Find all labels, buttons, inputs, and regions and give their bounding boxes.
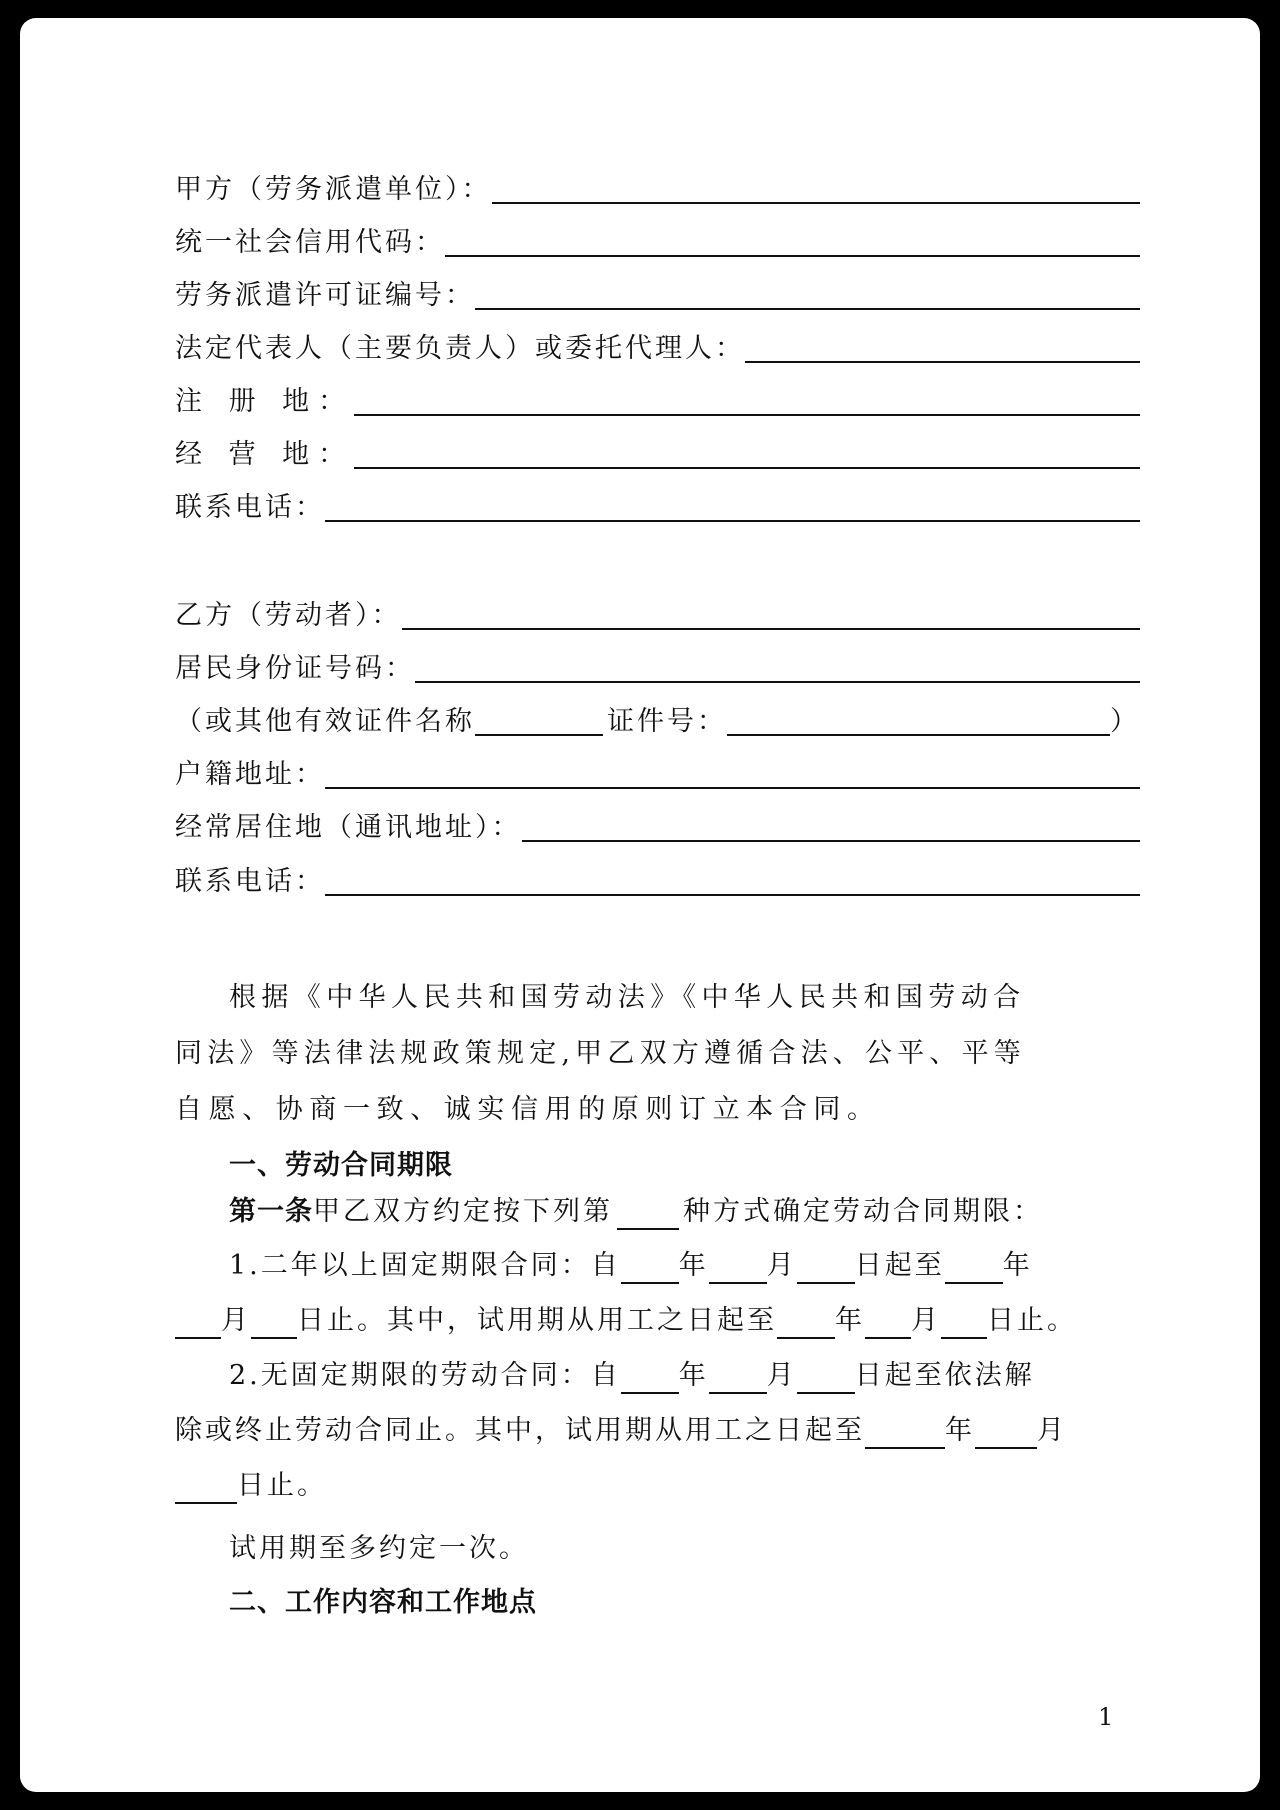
reg-address-field[interactable] (175, 380, 1140, 420)
license-no-label: 劳务派遣许可证编号： (175, 280, 475, 311)
residence-label: 经常居住地（通讯地址）： (175, 812, 522, 843)
opt2-probation-year-blank[interactable] (865, 1419, 945, 1449)
other-id-no-blank[interactable] (727, 704, 1110, 736)
year-label: 年 (678, 1360, 709, 1391)
option-1-line-2 (175, 1299, 1140, 1339)
preamble-line-2: 同法》等法律法规政策规定,甲乙双方遵循合法、公平、平等 (175, 1038, 1026, 1069)
article-1 (229, 1190, 1140, 1230)
party-a-phone-blank[interactable] (325, 490, 1140, 522)
opt2-start-month-blank[interactable] (709, 1364, 767, 1394)
year-label: 年 (835, 1305, 865, 1336)
opt2-probation-month-blank[interactable] (975, 1419, 1037, 1449)
opt1-probation-year-blank[interactable] (777, 1309, 835, 1339)
other-id-suffix: ） (1110, 706, 1140, 737)
opt1-probation-day-blank[interactable] (941, 1309, 987, 1339)
id-no-blank[interactable] (415, 651, 1140, 683)
day-from-to-label: 日起至 (854, 1250, 945, 1281)
month-label: 月 (1037, 1415, 1067, 1446)
option-1-line-1 (229, 1244, 1140, 1284)
legal-rep-field[interactable] (175, 327, 1140, 367)
biz-address-blank[interactable] (354, 437, 1140, 469)
article-1-text-b: 种方式确定劳动合同期限： (683, 1196, 1043, 1227)
opt1-end-year-blank[interactable] (945, 1254, 1003, 1284)
year-label: 年 (945, 1415, 975, 1446)
document-page (20, 18, 1260, 1792)
option-2-probation-text: 除或终止劳动合同止。其中，试用期从用工之日起至 (175, 1415, 865, 1446)
biz-address-field[interactable] (175, 433, 1140, 473)
month-label: 月 (221, 1305, 251, 1336)
other-id-field[interactable] (175, 700, 1140, 740)
opt2-probation-day-blank[interactable] (175, 1474, 237, 1504)
option-2-day-end: 日止。 (237, 1470, 327, 1501)
section-1-heading: 一、劳动合同期限 (229, 1150, 453, 1181)
party-b-phone-blank[interactable] (325, 864, 1140, 896)
party-a-name-label: 甲方（劳务派遣单位）： (175, 174, 492, 205)
opt2-start-day-blank[interactable] (797, 1364, 855, 1394)
party-b-name-label: 乙方（劳动者）： (175, 600, 402, 631)
id-no-field[interactable] (175, 647, 1140, 687)
party-a-phone-field[interactable] (175, 486, 1140, 526)
option-1-probation-text: 日止。其中，试用期从用工之日起至 (297, 1305, 777, 1336)
party-b-phone-label: 联系电话： (175, 866, 325, 897)
month-label: 月 (911, 1305, 941, 1336)
household-label: 户籍地址： (175, 759, 325, 790)
party-a-name-blank[interactable] (492, 172, 1141, 204)
credit-code-field[interactable] (175, 221, 1140, 261)
other-id-name-blank[interactable] (475, 704, 603, 736)
residence-field[interactable] (175, 806, 1140, 846)
month-label: 月 (766, 1360, 797, 1391)
opt1-start-year-blank[interactable] (621, 1254, 679, 1284)
day-end-label: 日止。 (987, 1305, 1077, 1336)
credit-code-label: 统一社会信用代码： (175, 227, 445, 258)
opt1-end-month-blank[interactable] (175, 1309, 221, 1339)
party-b-name-field[interactable] (175, 594, 1140, 634)
opt1-start-day-blank[interactable] (797, 1254, 855, 1284)
legal-rep-blank[interactable] (745, 331, 1140, 363)
opt2-start-year-blank[interactable] (621, 1364, 679, 1394)
preamble-line-3: 自愿、协商一致、诚实信用的原则订立本合同。 (175, 1094, 881, 1125)
option-2-text-end: 日起至依法解 (854, 1360, 1035, 1391)
option-2-line-2 (175, 1409, 1140, 1449)
opt1-probation-month-blank[interactable] (865, 1309, 911, 1339)
year-label: 年 (1002, 1250, 1033, 1281)
party-a-phone-label: 联系电话： (175, 492, 325, 523)
month-label: 月 (766, 1250, 797, 1281)
reg-address-label: 注 册 地： (175, 386, 355, 417)
license-no-field[interactable] (175, 274, 1140, 314)
other-id-prefix: （或其他有效证件名称 (175, 706, 475, 737)
license-no-blank[interactable] (475, 278, 1140, 310)
section-2-heading: 二、工作内容和工作地点 (229, 1587, 537, 1618)
party-b-name-blank[interactable] (402, 598, 1141, 630)
household-blank[interactable] (325, 757, 1140, 789)
article-1-label: 第一条 (229, 1196, 313, 1227)
article-1-option-blank[interactable] (617, 1200, 679, 1230)
probation-note: 试用期至多约定一次。 (229, 1533, 529, 1564)
other-id-mid: 证件号： (607, 706, 727, 737)
option-2-line-3 (175, 1464, 1140, 1504)
option-2-line-1 (229, 1354, 1140, 1394)
credit-code-blank[interactable] (445, 225, 1140, 257)
legal-rep-label: 法定代表人（主要负责人）或委托代理人： (175, 333, 745, 364)
option-1-text: 1.二年以上固定期限合同：自 (229, 1250, 621, 1281)
preamble-line-1: 根据《中华人民共和国劳动法》《中华人民共和国劳动合 (229, 982, 1026, 1013)
party-b-phone-field[interactable] (175, 860, 1140, 900)
residence-blank[interactable] (522, 810, 1141, 842)
id-no-label: 居民身份证号码： (175, 653, 415, 684)
opt1-start-month-blank[interactable] (709, 1254, 767, 1284)
article-1-text-a: 甲乙双方约定按下列第 (313, 1196, 613, 1227)
reg-address-blank[interactable] (354, 384, 1140, 416)
biz-address-label: 经 营 地： (175, 439, 355, 470)
option-2-text: 2.无固定期限的劳动合同：自 (229, 1360, 621, 1391)
party-a-name-field[interactable] (175, 168, 1140, 208)
page-number: 1 (1098, 1703, 1114, 1731)
opt1-end-day-blank[interactable] (251, 1309, 297, 1339)
household-field[interactable] (175, 753, 1140, 793)
year-label: 年 (678, 1250, 709, 1281)
